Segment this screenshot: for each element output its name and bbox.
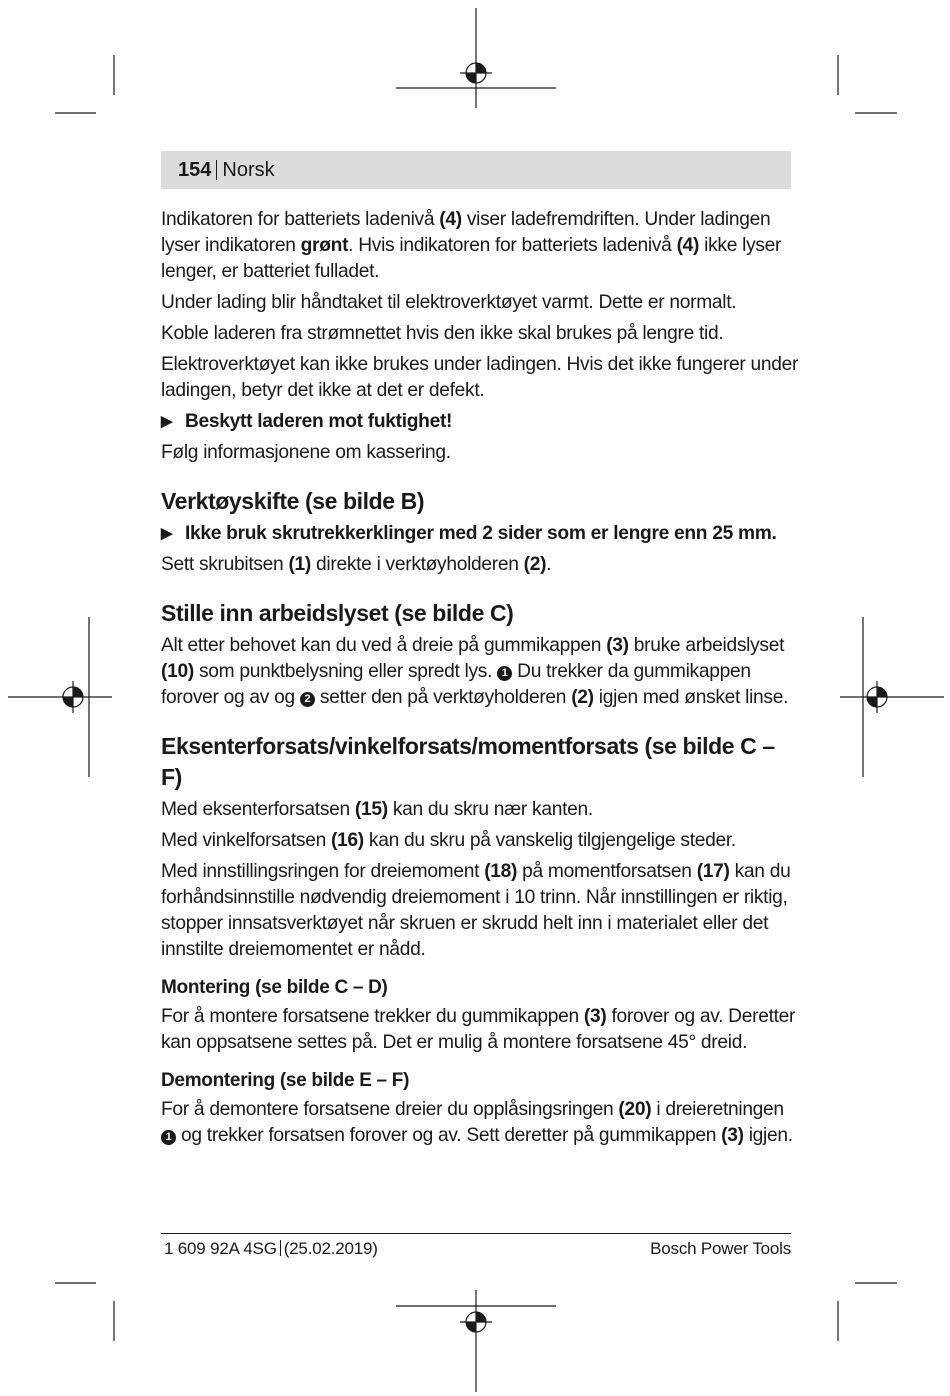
footer-date: (25.02.2019) [283, 1239, 378, 1258]
step-1-icon: 1 [497, 666, 512, 681]
paragraph-work-light: Alt etter behovet kan du ved å dreie på gummikappen (3) bruke arbeidslyset (10) som punktbelysning eller spredt lys. 1 Du trekker da gummikappen forover og av og 2 setter den på verktøyholderen (2) igjen med ønsket linse. [161, 635, 789, 708]
step-1-icon: 1 [161, 1130, 176, 1145]
paragraph-charge-indicator: Indikatoren for batteriets ladenivå (4) viser ladefremdriften. Under ladingen lyser indikatoren grønt. Hvis indikatoren for batteriets ladenivå (4) ikke lyser lenger, er batteriet fulladet. [161, 209, 782, 282]
footer-doc-info [164, 1238, 378, 1260]
heading-dismounting: Demontering (se bilde E – F) [161, 1070, 410, 1091]
step-2-icon: 2 [300, 692, 315, 707]
page-number: 154 [178, 158, 212, 181]
triangle-bullet-icon: ▶ [161, 525, 173, 542]
paragraph-dismounting: For å demontere forsatsene dreier du opplåsingsringen (20) i dreieretningen 1 og trekker forsatsen forover og av. Sett deretter på gummikappen (3) igjen. [161, 1099, 793, 1146]
footer-doc-number: 1 609 92A 4SG [164, 1239, 277, 1258]
paragraph-disconnect: Koble laderen fra strømnettet hvis den ikke skal brukes på lengre tid. [161, 323, 724, 344]
page-content [161, 207, 801, 1154]
header-separator [216, 160, 217, 180]
page-header [161, 151, 791, 189]
paragraph-mounting: For å montere forsatsene trekker du gummikappen (3) forover og av. Deretter kan oppsatsene settes på. Det er mulig å montere forsatsene 45° dreid. [161, 1006, 796, 1053]
heading-attachments: Eksenterforsats/vinkelforsats/momentforsats (se bilde C – F) [161, 733, 775, 790]
heading-work-light: Stille inn arbeidslyset (se bilde C) [161, 600, 514, 626]
page-footer [161, 1233, 791, 1260]
heading-mounting: Montering (se bilde C – D) [161, 977, 388, 998]
paragraph-angle: Med vinkelforsatsen (16) kan du skru på vanskelig tilgjengelige steder. [161, 830, 736, 851]
paragraph-eccentric: Med eksenterforsatsen (15) kan du skru nær kanten. [161, 799, 593, 820]
paragraph-no-use-charging: Elektroverktøyet kan ikke brukes under ladingen. Hvis det ikke fungerer under ladingen, betyr det ikke at det er defekt. [161, 354, 799, 401]
paragraph-handle-warm: Under lading blir håndtaket til elektroverktøyet varmt. Dette er normalt. [161, 292, 737, 313]
triangle-bullet-icon: ▶ [161, 413, 173, 430]
footer-brand: Bosch Power Tools [650, 1239, 791, 1258]
footer-separator [280, 1240, 281, 1256]
paragraph-disposal: Følg informasjonene om kassering. [161, 442, 451, 463]
paragraph-insert-bit: Sett skrubitsen (1) direkte i verktøyholderen (2). [161, 554, 552, 575]
heading-tool-change: Verktøyskifte (se bilde B) [161, 488, 425, 514]
warning-moisture: ▶ Beskytt laderen mot fuktighet! [161, 409, 801, 435]
header-language: Norsk [222, 158, 275, 181]
paragraph-torque: Med innstillingsringen for dreiemoment (18) på momentforsatsen (17) kan du forhåndsinnstille nødvendig dreiemoment i 10 trinn. Når innstillingen er riktig, stopper innsatsverktøyet når skruen er skrudd helt inn i materialet eller det innstilte dreiemomentet er nådd. [161, 861, 791, 960]
warning-screwdriver-bits: ▶ Ikke bruk skrutrekkerklinger med 2 sider som er lengre enn 25 mm. [161, 521, 801, 547]
